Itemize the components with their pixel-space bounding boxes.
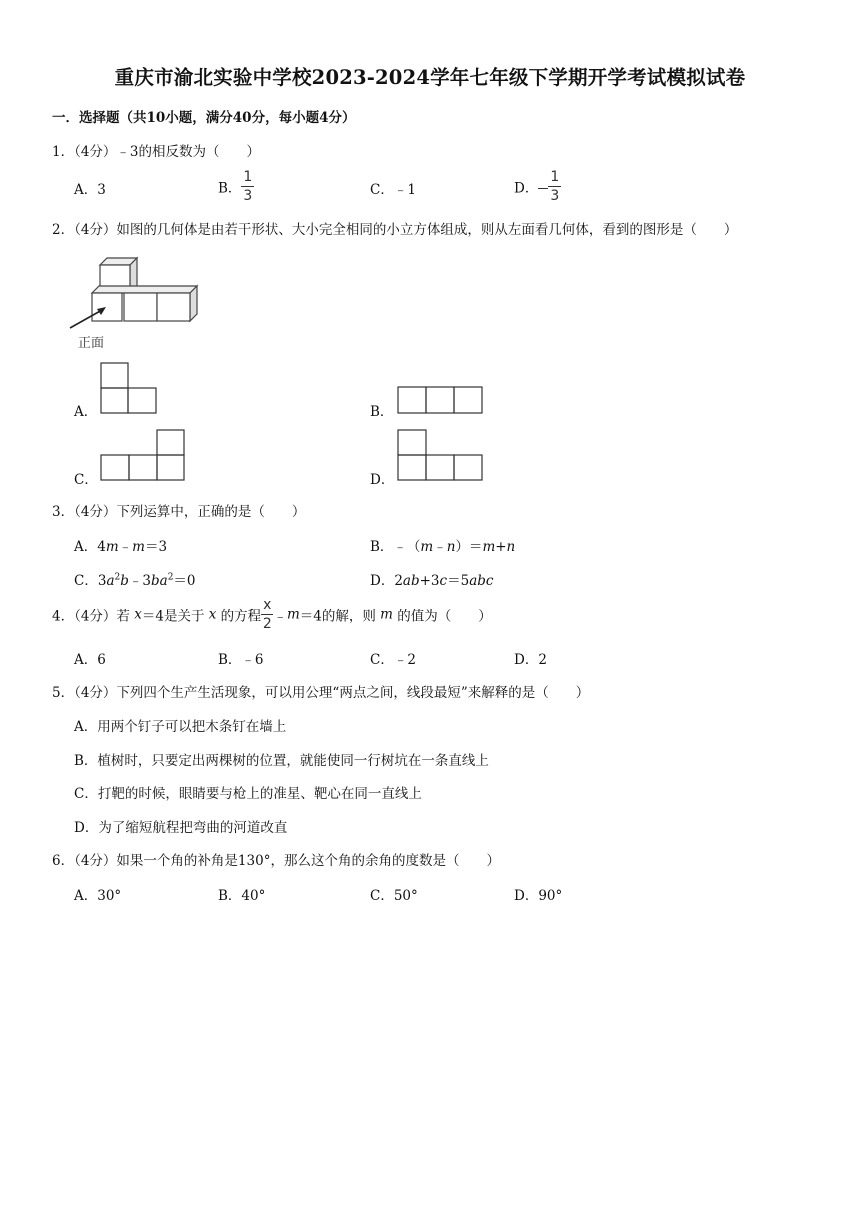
q2-option-b-figure — [397, 386, 485, 416]
q2-stem: 2．（4分）如图的几何体是由若干形状、大小完全相同的小立方体组成，则从左面看几何体，看到的图形是（ ） — [52, 222, 738, 238]
q4-stem — [52, 598, 492, 631]
q4-stem-var-x: x — [134, 606, 142, 623]
q4-stem-part1: 4．（4分）若 — [52, 608, 135, 625]
q4-option-d: D．2 — [514, 652, 547, 668]
q1-option-d-fraction — [548, 170, 561, 203]
q4-stem-part6: 的值为（ ） — [392, 608, 492, 625]
q3-option-c-result: ＝0 — [173, 573, 196, 589]
q3-option-d-var-c: c — [439, 573, 448, 589]
q3-option-b — [370, 535, 515, 555]
q4-stem-part2: ＝4是关于 — [141, 608, 209, 625]
q1-option-b — [218, 170, 254, 203]
q3-option-d-var-abc: abc — [469, 573, 494, 589]
q2-option-c: C． — [74, 472, 98, 488]
q3-option-b-minus: ﹣ — [433, 539, 447, 555]
q2-option-b: B． — [370, 404, 394, 420]
q3-option-c-coef: 3 — [97, 573, 107, 589]
q3-option-d-plus: +3 — [419, 573, 440, 589]
q3-option-d-coef: 2 — [394, 573, 403, 589]
q4-stem-var-m2: m — [380, 606, 393, 623]
q3-option-a-label: A． — [74, 539, 98, 555]
q3-option-a — [74, 535, 167, 555]
q4-stem-part5: ＝4的解，则 — [299, 608, 381, 625]
q1-option-d-numerator: 1 — [550, 169, 560, 185]
q3-option-d-equals: ＝5 — [447, 573, 470, 589]
q2-option-a-figure — [100, 362, 160, 416]
page-title: 重庆市渝北实验中学校2023-2024学年七年级下学期开学考试模拟试卷 — [114, 66, 746, 89]
q2-option-d: D． — [370, 472, 395, 488]
q4-stem-minus: ﹣ — [273, 608, 287, 625]
q3-option-b-close: ）＝ — [455, 539, 483, 555]
q3-option-b-var-m: m — [420, 539, 434, 555]
q4-stem-part3: 的方程 — [216, 608, 262, 625]
q1-option-d-denominator: 3 — [550, 188, 560, 204]
q5-option-d: D．为了缩短航程把弯曲的河道改直 — [74, 820, 288, 836]
q2-front-label: 正面 — [78, 336, 105, 351]
q3-option-a-result: ＝3 — [144, 539, 168, 555]
q1-option-d-minus-sign — [538, 188, 548, 189]
q3-option-c — [74, 569, 196, 589]
q3-option-c-var-b: b — [120, 573, 129, 589]
q1-option-b-label: B． — [218, 180, 242, 197]
q1-option-c: C．﹣1 — [370, 182, 416, 198]
q3-option-a-coef: 4 — [97, 539, 106, 555]
q3-option-a-var-m2: m — [132, 539, 145, 555]
q4-stem-var-m: m — [286, 606, 300, 623]
q1-option-a: A．3 — [74, 182, 106, 198]
q3-stem: 3．（4分）下列运算中，正确的是（ ） — [52, 504, 306, 520]
q4-option-c: C．﹣2 — [370, 652, 416, 668]
q2-option-a: A． — [74, 404, 98, 420]
q5-option-c: C．打靶的时候，眼睛要与枪上的准星、靶心在同一直线上 — [74, 786, 422, 802]
q3-option-c-var-a: a — [106, 573, 115, 589]
q4-option-a: A．6 — [74, 652, 106, 668]
q1-option-b-numerator: 1 — [243, 169, 253, 185]
section-heading: 一．选择题（共10小题，满分40分，每小题4分） — [52, 110, 356, 126]
q4-fraction-denominator: 2 — [262, 616, 272, 632]
q6-stem: 6．（4分）如果一个角的补角是130°，那么这个角的余角的度数是（ ） — [52, 853, 500, 869]
q1-option-b-denominator: 3 — [243, 188, 253, 204]
q4-option-b: B．﹣6 — [218, 652, 264, 668]
q3-option-b-result: m+n — [482, 539, 516, 555]
q3-option-c-label: C． — [74, 573, 98, 589]
q5-option-a: A．用两个钉子可以把木条钉在墙上 — [74, 719, 287, 735]
q6-option-d: D．90° — [514, 888, 563, 904]
q2-option-c-figure — [100, 429, 188, 483]
q3-option-b-label: B． — [370, 539, 394, 555]
q3-option-a-var-m: m — [105, 539, 119, 555]
q1-option-d — [514, 170, 561, 203]
q3-option-c-exp1: 2 — [114, 572, 121, 583]
q4-fraction-numerator: x — [263, 597, 272, 613]
q3-option-d-label: D． — [370, 573, 395, 589]
q3-option-d — [370, 569, 493, 589]
q6-option-c: C．50° — [370, 888, 418, 904]
q3-option-a-minus: ﹣ — [118, 539, 133, 555]
q5-option-b: B．植树时，只要定出两棵树的位置，就能使同一行树坑在一条直线上 — [74, 753, 489, 769]
q1-stem: 1．（4分）﹣3的相反数为（ ） — [52, 144, 261, 160]
q3-option-b-var-n: n — [446, 539, 456, 555]
q3-option-c-var-ba: ba — [150, 573, 168, 589]
q3-option-b-open: ﹣（ — [393, 539, 421, 555]
q1-option-d-label: D． — [514, 180, 539, 197]
q4-stem-var-x2: x — [208, 606, 217, 623]
q2-option-d-figure — [397, 429, 485, 483]
q3-option-c-exp2: 2 — [167, 572, 174, 583]
q3-option-d-var-ab: ab — [402, 573, 420, 589]
q3-option-c-minus: ﹣3 — [128, 573, 151, 589]
q6-option-a: A．30° — [74, 888, 122, 904]
q5-stem: 5．（4分）下列四个生产生活现象，可以用公理“两点之间，线段最短”来解释的是（ ） — [52, 685, 590, 701]
q6-option-b: B．40° — [218, 888, 266, 904]
q1-option-b-fraction — [241, 170, 254, 203]
q4-equation-fraction — [261, 598, 273, 631]
